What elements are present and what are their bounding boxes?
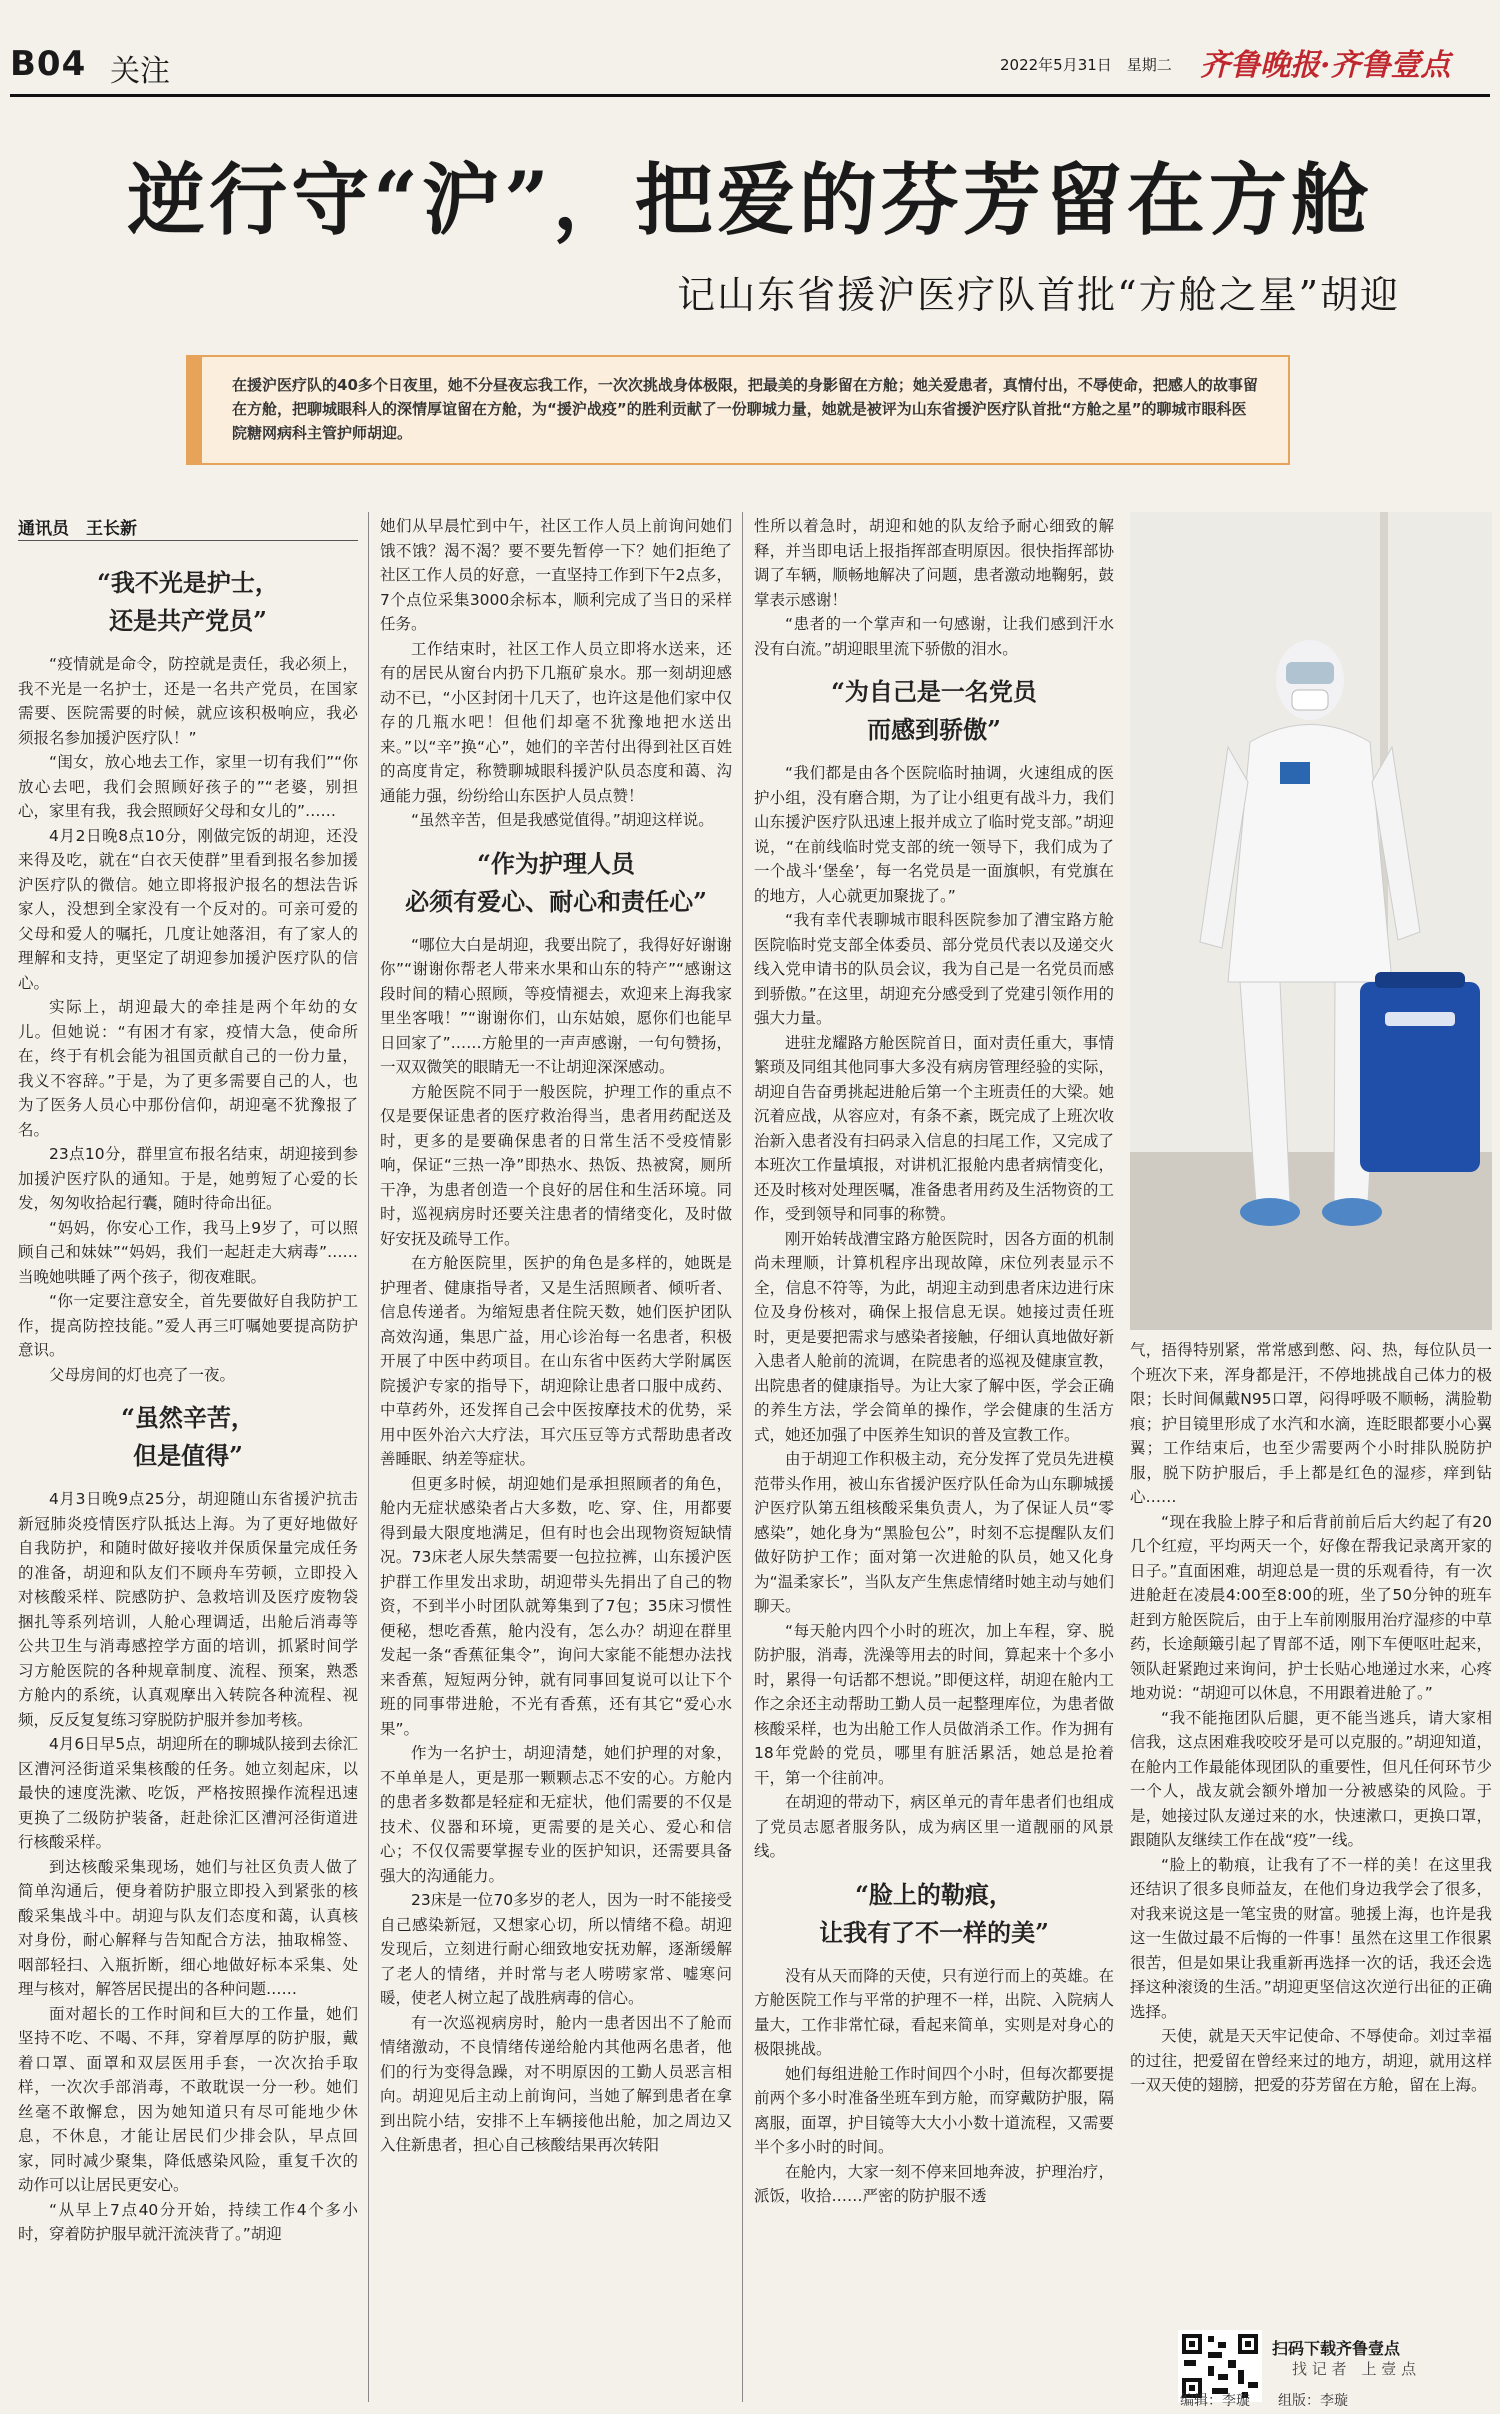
article-paragraph: 她们每组进舱工作时间四个小时，但每次都要提前两个多小时准备坐班车到方舱，而穿戴防护服，隔离服，面罩，护目镜等大大小小数十道流程，又需要半个多小时的时间。 [754,2064,1114,2156]
article-paragraph: “患者的一个掌声和一句感谢，让我们感到汗水没有白流。”胡迎眼里流下骄傲的泪水。 [754,615,1114,658]
section-subheading: “虽然辛苦， 但是值得” [121,1403,255,1470]
issue-date: 2022年5月31日 星期二 [1000,56,1172,74]
article-paragraph: “我不能拖团队后腿，更不能当逃兵，请大家相信我，这点困难我咬咬牙是可以克服的。”胡迎知道，在舱内工作最能体现团队的重要性，但凡任何环节少一个人，战友就会额外增加一分被感染的风险。于是，她接过队友递过来的水，快速漱口，更换口罩，跟随队友继续工作在战“疫”一线。 [1130,1708,1492,1849]
section-subheading: “作为护理人员 必须有爱心、耐心和责任心” [405,848,707,916]
headline: 逆行守“沪”，把爱的芬芳留在方舱 [127,155,1373,246]
article-paragraph: “我们都是由各个医院临时抽调，火速组成的医护小组，没有磨合期，为了让小组更有战斗力，我们山东援沪医疗队迅速上报并成立了临时党支部。”胡迎说，“在前线临时党支部的统一领导下，我们成为了一个战斗‘堡垒’，每一名党员是一面旗帜，有党旗在的地方，人心就更加聚拢了。” [754,764,1114,905]
article-column-2 [380,514,732,2399]
article-paragraph: “妈妈，你安心工作，我马上9岁了，可以照顾自己和妹妹”“妈妈，我们一起赶走大病毒”……当晚她哄睡了两个孩子，彻夜难眠。 [18,1218,358,1286]
header-rule [10,94,1490,97]
article-paragraph: 没有从天而降的天使，只有逆行而上的英雄。在方舱医院工作与平常的护理不一样，出院、入院病人量大，工作非常忙碌，看起来简单，实则是对身心的极限挑战。 [754,1966,1114,2058]
article-paragraph: “你一定要注意安全，首先要做好自我防护工作，提高防控技能。”爱人再三叮嘱她要提高防护意识。 [18,1292,358,1359]
qr-sublabel: 找 记 者 上 壹 点 [1292,2360,1417,2378]
byline: 通讯员 王长新 [18,519,137,539]
column-divider [742,512,743,2402]
article-paragraph: 她们从早晨忙到中午，社区工作人员上前询问她们饿不饿？渴不渴？要不要先暂停一下？她们拒绝了社区工作人员的好意，一直坚持工作到下午2点多，7个点位采集3000余标本，顺利完成了当日的采样任务。 [380,517,732,633]
article-paragraph: 在胡迎的带动下，病区单元的青年患者们也组成了党员志愿者服务队，成为病区里一道靓丽的风景线。 [754,1793,1114,1860]
article-paragraph: “闺女，放心地去工作，家里一切有我们”“你放心去吧，我们会照顾好孩子的”“老婆，别担心，家里有我，我会照顾好父母和女儿的”…… [18,753,358,820]
article-paragraph: “现在我脸上脖子和后背前前后后大约起了有20几个红痘，平均两天一个，好像在帮我记录离开家的日子。”直面困难，胡迎总是一贯的乐观看待，有一次进舱赶在凌晨4:00至8:00的班，坐了50分钟的班车赶到方舱医院后，由于上车前刚服用治疗湿疹的中草药，长途颠簸引起了胃部不适，刚下车便呕吐起来，领队赶紧跑过来询问，护士长贴心地递过水来，心疼地劝说：“胡迎可以休息，不用跟着进舱了。” [1130,1512,1492,1702]
newspaper-logo: 齐鲁晚报·齐鲁壹点 [1200,48,1451,83]
section-subheading: “我不光是护士， 还是共产党员” [97,568,279,635]
article-paragraph: 由于胡迎工作积极主动，充分发挥了党员先进模范带头作用，被山东省援沪医疗队任命为山东聊城援沪医疗队第五组核酸采集负责人，为了保证人员“零感染”，她化身为“黑脸包公”，时刻不忘提醒队友们做好防护工作；面对第一次进舱的队员，她又化身为“温柔家长”，当队友产生焦虑情绪时她主动与她们聊天。 [754,1450,1114,1615]
article-paragraph: 进驻龙耀路方舱医院首日，面对责任重大，事情繁琐及同组其他同事大多没有病房管理经验的实际，胡迎自告奋勇挑起进舱后第一个主班责任的大梁。她沉着应战，从容应对，有条不紊，既完成了上班次收治新入患者没有扫码录入信息的扫尾工作，又完成了本班次工作量填报，对讲机汇报舱内患者病情变化，还及时核对处理医嘱，准备患者用药及生活物资的工作，受到领导和同事的称赞。 [754,1033,1114,1223]
section-subheading: “脸上的勒痕， 让我有了不一样的美” [819,1879,1049,1947]
article-paragraph: 到达核酸采集现场，她们与社区负责人做了简单沟通后，便身着防护服立即投入到紧张的核酸采集战斗中。胡迎与队友们态度和蔼，认真核对身份，耐心解释与告知配合方法，抽取棉签、咽部轻扫、入瓶折断，细心地做好标本采集、处理与核对，解答居民提出的各种问题…… [18,1857,358,1998]
nurse-photo [1130,512,1492,1330]
column-divider [368,512,369,2402]
article-paragraph: “虽然辛苦，但是我感觉值得。”胡迎这样说。 [411,811,714,829]
article-paragraph: 4月6日早5点，胡迎所在的聊城队接到去徐汇区漕河泾街道采集核酸的任务。她立刻起床，以最快的速度洗漱、吃饭，严格按照操作流程迅速更换了二级防护装备，赶赴徐汇区漕河泾街道进行核酸采样。 [18,1735,358,1851]
article-column-3 [754,514,1114,2399]
article-paragraph: “每天舱内四个小时的班次，加上车程，穿、脱防护服，消毒，洗澡等用去的时间，算起来十个多小时，累得一句话都不想说。”即便这样，胡迎在舱内工作之余还主动帮助工勤人员一起整理库位，为患者做核酸采样，也为出舱工作人员做消杀工作。作为拥有18年党龄的党员，哪里有脏活累活，她总是抢着干，第一个往前冲。 [754,1621,1114,1787]
article-paragraph: 性所以着急时，胡迎和她的队友给予耐心细致的解释，并当即电话上报指挥部查明原因。很快指挥部协调了车辆，顺畅地解决了问题，患者激动地鞠躬，鼓掌表示感谢！ [754,517,1114,609]
article-paragraph: “我有幸代表聊城市眼科医院参加了漕宝路方舱医院临时党支部全体委员、部分党员代表以及递交火线入党申请书的队员会议，我为自己是一名党员而感到骄傲。”在这里，胡迎充分感受到了党建引领作用的强大力量。 [754,911,1114,1027]
byline-rule [18,540,358,541]
article-paragraph: 在舱内，大家一刻不停来回地奔波，护理治疗，派饭，收拾……严密的防护服不透 [754,2162,1114,2205]
article-paragraph: “从早上7点40分开始，持续工作4个多小时，穿着防护服早就汗流浃背了。”胡迎 [18,2200,358,2243]
intro-accent-bar [186,355,200,465]
nurse-photo-illustration [1130,512,1492,1330]
article-paragraph: “哪位大白是胡迎，我要出院了，我得好好谢谢你”“谢谢你帮老人带来水果和山东的特产”“感谢这段时间的精心照顾，等疫情褪去，欢迎来上海我家里坐客哦！”“谢谢你们，山东姑娘，愿你们也能早日回家了”……方舱里的一声声感谢，一句句赞扬，一双双微笑的眼睛无一不让胡迎深深感动。 [380,935,732,1076]
article-paragraph: 气，捂得特别紧，常常感到憋、闷、热，每位队员一个班次下来，浑身都是汗，不停地挑战自己体力的极限；长时间佩戴N95口罩，闷得呼吸不顺畅，满脸勒痕；护目镜里形成了水汽和水滴，连眨眼都要小心翼翼；工作结束后，也至少需要两个小时排队脱防护服，脱下防护服后，手上都是红色的湿疹，痒到钻心…… [1130,1341,1492,1506]
article-paragraph: 4月3日晚9点25分，胡迎随山东省援沪抗击新冠肺炎疫情医疗队抵达上海。为了更好地做好自我防护，和随时做好接收并保质保量完成任务的准备，胡迎和队友们不顾舟车劳顿，立即投入对核酸采样、院感防护、急救培训及医疗废物袋捆扎等系列培训，人舱心理调适，出舱后消毒等公共卫生与消毒感控学方面的培训，抓紧时间学习方舱医院的各种规章制度、流程、预案，熟悉方舱内的系统，认真观摩出入转院各种流程、视频，反反复复练习穿脱防护服并参加考核。 [18,1490,358,1729]
article-paragraph: “疫情就是命令，防控就是责任，我必须上，我不光是一名护士，还是一名共产党员，在国家需要、医院需要的时候，就应该积极响应，我必须报名参加援沪医疗队！” [18,655,358,747]
article-paragraph: 面对超长的工作时间和巨大的工作量，她们坚持不吃、不喝、不拜，穿着厚厚的防护服，戴着口罩、面罩和双层医用手套，一次次抬手取样，一次次手部消毒，不敢耽误一分一秒。她们丝毫不敢懈怠，因为她知道只有尽可能地少休息，不休息，才能让居民们少排会队，早点回家，同时减少聚集，降低感染风险，重复千次的动作可以让居民更安心。 [18,2004,358,2194]
article-paragraph: 刚开始转战漕宝路方舱医院时，因各方面的机制尚未理顺，计算机程序出现故障，床位列表显示不全，信息不符等，为此，胡迎主动到患者床边进行床位及身份核对，确保上报信息无误。她接过责任班时，更是要把需求与感染者接触，仔细认真地做好新入患者人舱前的流调，在院患者的巡视及健康宣教，出院患者的健康指导。为让大家了解中医，学会正确的养生方法，学会简单的操作，学会健康的生活方式，她还加强了中医养生知识的普及宣教工作。 [754,1229,1114,1444]
article-paragraph: 方舱医院不同于一般医院，护理工作的重点不仅是要保证患者的医疗救治得当，患者用药配送及时，更多的是要确保患者的日常生活不受疫情影响，保证“三热一净”即热水、热饭、热被窝，厕所干净，为患者创造一个良好的居住和生活环境。同时，巡视病房时还要关注患者的情绪变化，及时做好安抚及疏导工作。 [380,1082,732,1248]
article-paragraph: 23床是一位70多岁的老人，因为一时不能接受自己感染新冠，又想家心切，所以情绪不稳。胡迎发现后，立刻进行耐心细致地安抚劝解，逐渐缓解了老人的情绪，并时常与老人唠唠家常、嘘寒问暖，使老人树立起了战胜病毒的信心。 [380,1891,732,2007]
article-paragraph: 作为一名护士，胡迎清楚，她们护理的对象，不单单是人，更是那一颗颗忐忑不安的心。方舱内的患者多数都是轻症和无症状，他们需要的不仅是技术、仪器和环境，更需要的是关心、爱心和信心；不仅仅需要掌握专业的医护知识，还需要具备强大的沟通能力。 [380,1744,732,1885]
article-paragraph: 天使，就是天天牢记使命、不辱使命。刘过幸福的过往，把爱留在曾经来过的地方，胡迎，就用这样一双天使的翅膀，把爱的芬芳留在方舱，留在上海。 [1130,2027,1492,2094]
article-paragraph: 但更多时候，胡迎她们是承担照顾者的角色，舱内无症状感染者占大多数，吃、穿、住，用都要得到最大限度地满足，但有时也会出现物资短缺情况。73床老人尿失禁需要一包拉拉裤，山东援沪医护群工作里发出求助，胡迎带头先捐出了自己的物资，不到半小时团队就筹集到了7包；35床习惯性便秘，想吃香蕉，舱内没有，怎么办？胡迎在群里发起一条“香蕉征集令”，询问大家能不能想办法找来香蕉，短短两分钟，就有同事回复说可以让下个班的同事带进舱，不光有香蕉，还有其它“爱心水果”。 [380,1474,732,1738]
article-column-1 [18,552,358,2397]
article-paragraph: 4月2日晚8点10分，刚做完饭的胡迎，还没来得及吃，就在“白衣天使群”里看到报名参加援沪医疗队的微信。她立即将报沪报名的想法告诉家人，没想到全家没有一个反对的。可亲可爱的父母和爱人的嘱托，几度让她落泪，有了家人的理解和支持，更坚定了胡迎参加援沪医疗队的信心。 [18,826,358,992]
editor-credit: 编辑：李璇 组版：李璇 [1180,2393,1348,2409]
article-paragraph: 工作结束时，社区工作人员立即将水送来，还有的居民从窗台内扔下几瓶矿泉水。那一刻胡迎感动不已，“小区封闭十几天了，也许这是他们家中仅存的几瓶水吧！但他们却毫不犹豫地把水送出来。”以“辛”换“心”，她们的辛苦付出得到社区百姓的高度肯定，称赞聊城眼科援沪队员态度和蔼、沟通能力强，纷纷给山东医护人员点赞！ [380,639,732,805]
article-paragraph: 实际上，胡迎最大的牵挂是两个年幼的女儿。但她说：“有困才有家，疫情大急，使命所在，终于有机会能为祖国贡献自己的一份力量，我义不容辞。”于是，为了更多需要自己的人，也为了医务人员心中那份信仰，胡迎毫不犹豫报了名。 [18,998,358,1139]
article-paragraph: 在方舱医院里，医护的角色是多样的，她既是护理者、健康指导者，又是生活照顾者、倾听者、信息传递者。为缩短患者住院天数，她们医护团队高效沟通，集思广益，用心诊治每一名患者，积极开展了中医中药项目。在山东省中医药大学附属医院援沪专家的指导下，胡迎除让患者口服中成药、中草药外，还发挥自己会中医按摩技术的优势，采用中医外治六大疗法，耳穴压豆等方式帮助患者改善睡眠、纳差等症状。 [380,1254,732,1468]
intro-box: 在援沪医疗队的40多个日夜里，她不分昼夜忘我工作，一次次挑战身体极限，把最美的身影留在方舱；她关爱患者，真情付出，不辱使命，把感人的故事留在方舱，把聊城眼科人的深情厚谊留在方舱，为“援沪战疫”的胜利贡献了一份聊城力量，她就是被评为山东省援沪医疗队首批“方舱之星”的聊城市眼科医院糖网病科主管护师胡迎。 [200,355,1290,465]
article-paragraph: 有一次巡视病房时，舱内一患者因出不了舱而情绪激动，不良情绪传递给舱内其他两名患者，他们的行为变得急躁，对不明原因的工勤人员恶言相向。胡迎见后主动上前询问，当她了解到患者在拿到出院小结，安排不上车辆接他出舱，加之周边又入住新患者，担心自己核酸结果再次转阳 [380,2013,732,2154]
subheadline: 记山东省援沪医疗队首批“方舱之星”胡迎 [677,273,1400,317]
article-paragraph: 父母房间的灯也亮了一夜。 [49,1365,236,1384]
article-paragraph: “脸上的勒痕，让我有了不一样的美！在这里我还结识了很多良师益友，在他们身边我学会了很多，对我来说这是一笔宝贵的财富。驰援上海，也许是我这一生做过最不后悔的一件事！虽然在这里工作很累很苦，但是如果让我重新再选择一次的话，我还会选择这种滚烫的生活。”胡迎更坚信这次逆行出征的正确选择。 [1130,1855,1492,2021]
section-name: 关注 [110,54,170,89]
qr-label: 扫码下载齐鲁壹点 [1272,2339,1401,2358]
article-column-4 [1130,1338,1492,2320]
page-number: B04 [10,44,87,84]
article-paragraph: 23点10分，群里宣布报名结束，胡迎接到参加援沪医疗队的通知。于是，她剪短了心爱的长发，匆匆收拾起行囊，随时待命出征。 [18,1145,358,1212]
section-subheading: “为自己是一名党员 而感到骄傲” [831,677,1037,744]
